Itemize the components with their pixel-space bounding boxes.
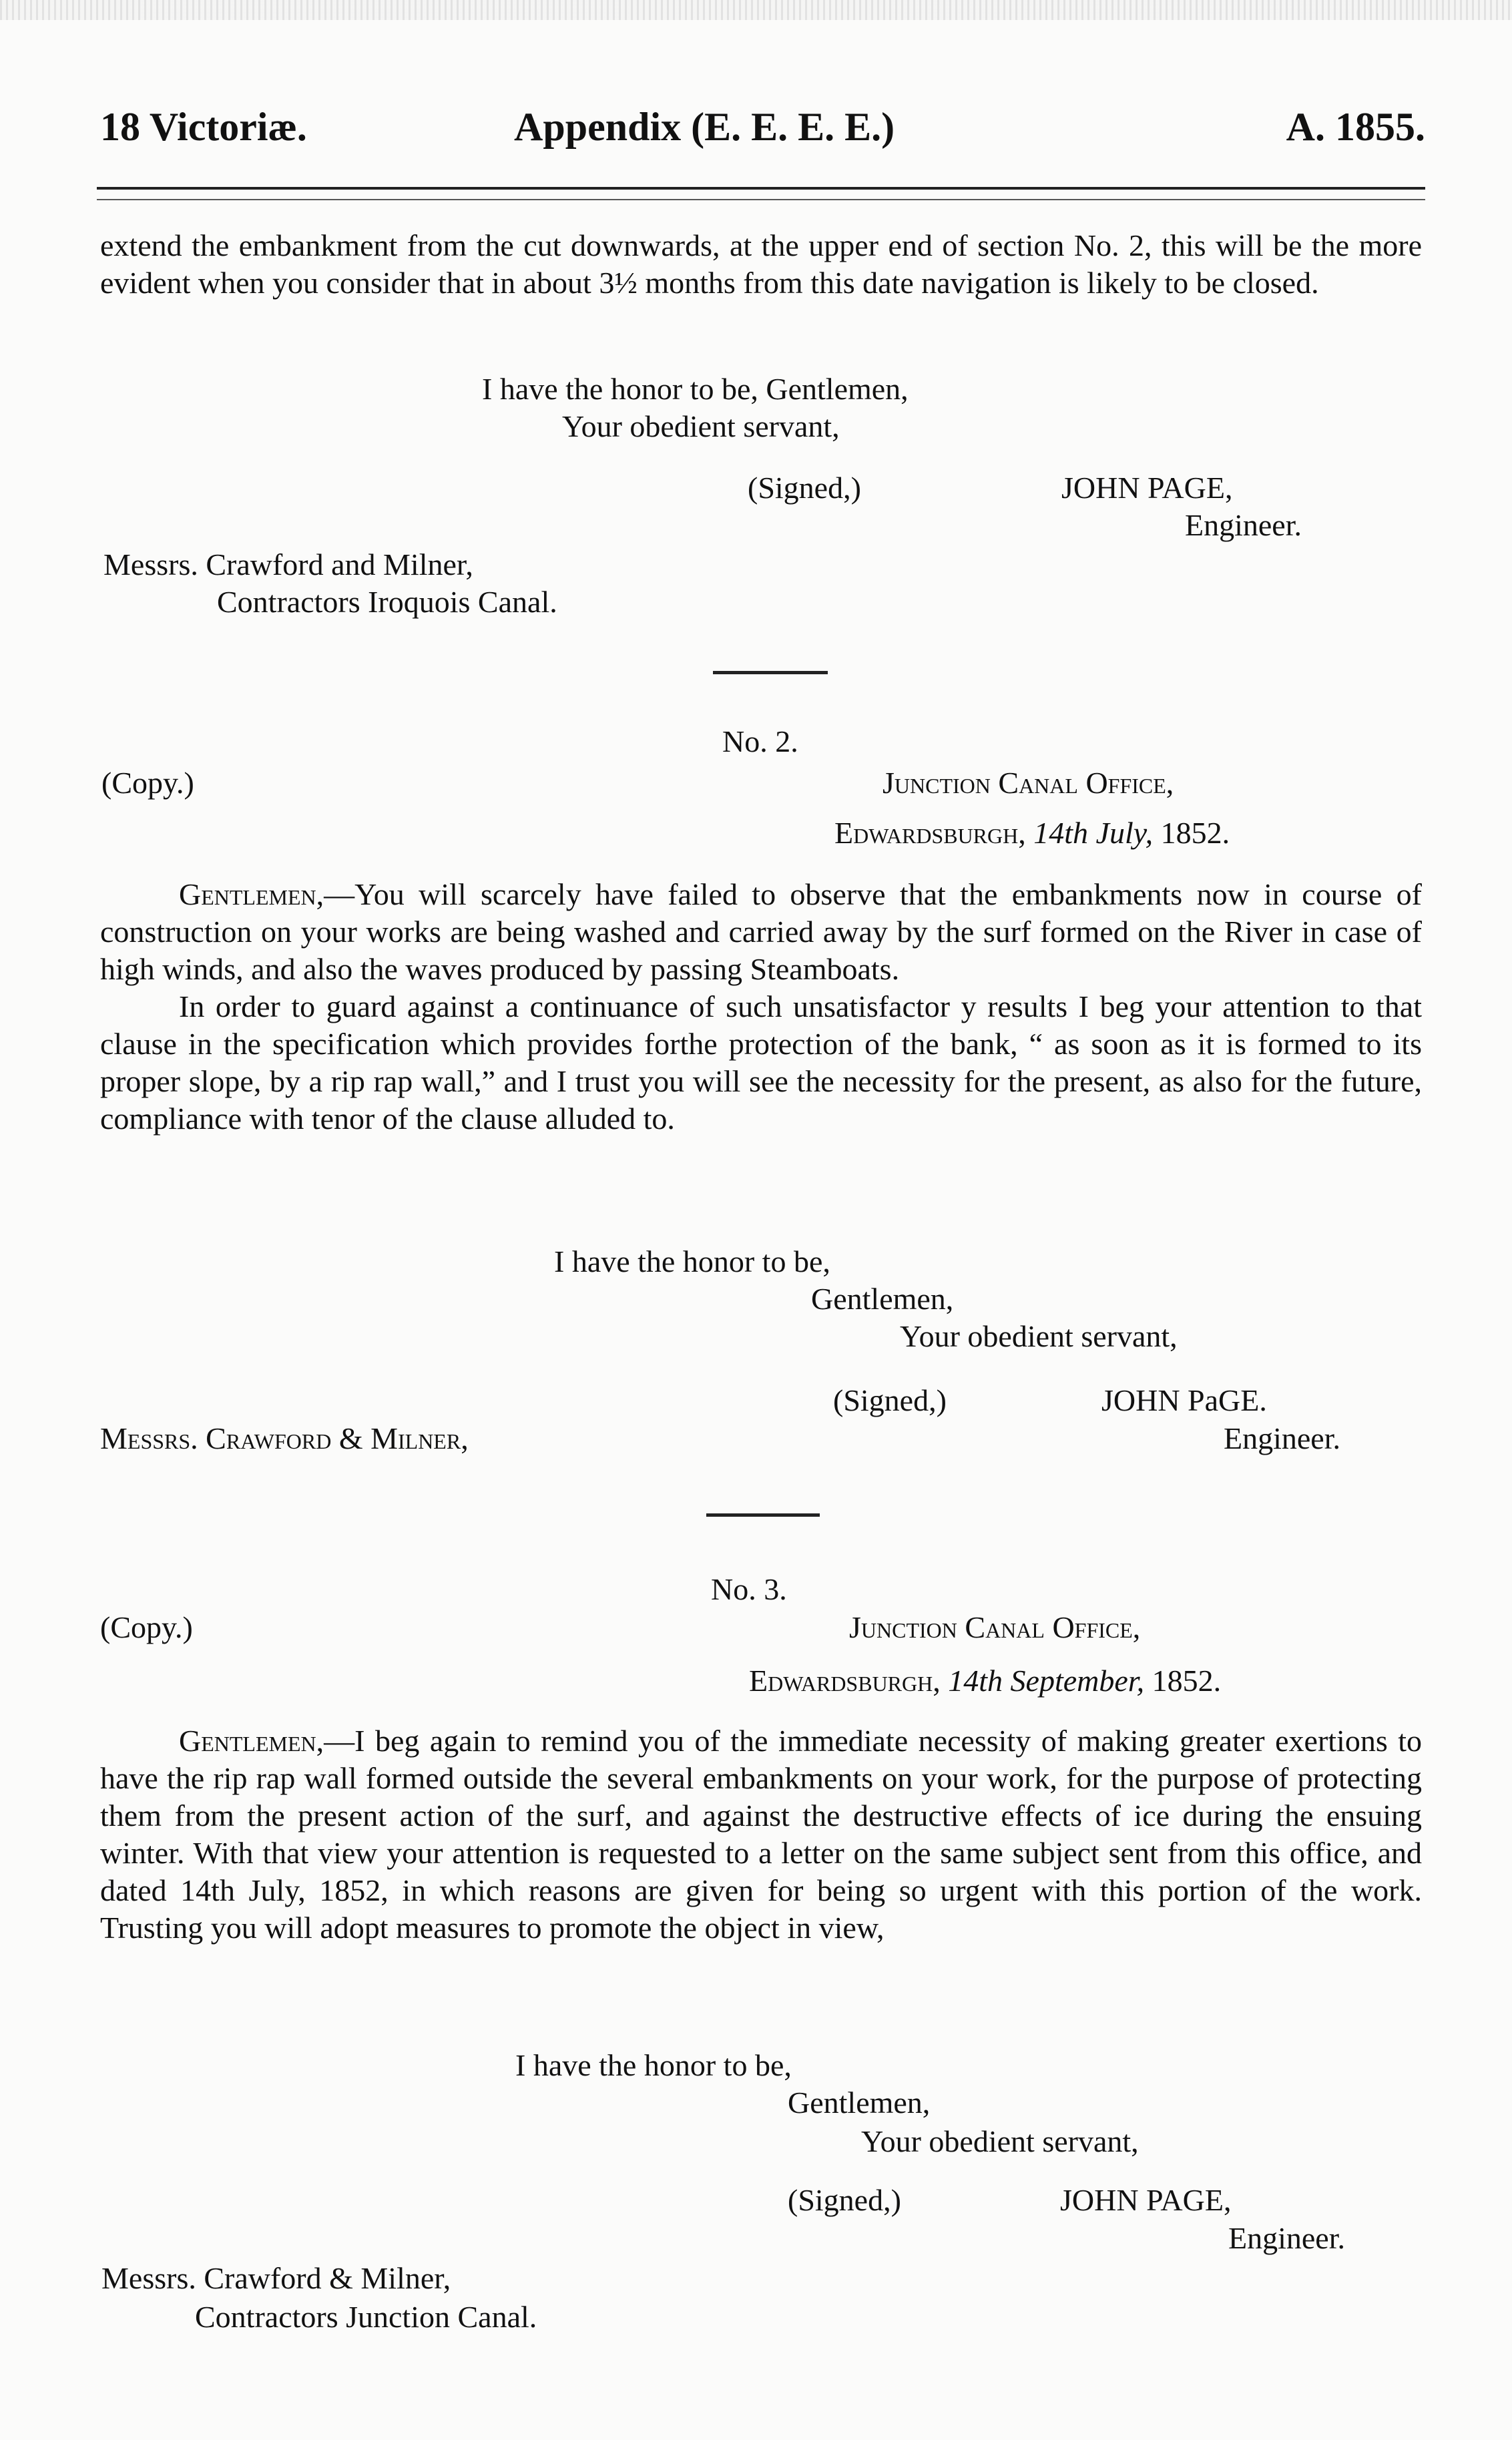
header-session: 18 Victoriæ.	[100, 105, 307, 149]
letter3-dateline	[749, 1662, 1221, 1700]
letter3-place: Edwardsburgh,	[749, 1664, 941, 1698]
letter2-date-day: 14th July,	[1033, 816, 1154, 850]
letter3-addressee-1: Messrs. Crawford & Milner,	[101, 2261, 451, 2295]
letter3-closing-1: I have the honor to be,	[515, 2048, 792, 2082]
letter1-signed: (Signed,)	[748, 471, 861, 505]
letter3-body	[100, 1722, 1422, 1947]
page-header	[100, 100, 1425, 154]
letter2-office: Junction Canal Office,	[883, 766, 1174, 800]
letter1-signatory: JOHN PAGE,	[1061, 471, 1233, 505]
letter2-date-year: 1852.	[1160, 816, 1230, 850]
letter3-date-year: 1852.	[1152, 1664, 1222, 1698]
letter2-closing-2: Gentlemen,	[811, 1282, 954, 1316]
letter3-salutation: Gentlemen,	[179, 1724, 324, 1758]
letter2-dateline	[834, 814, 1230, 852]
letter2-closing-1: I have the honor to be,	[554, 1244, 830, 1278]
letter2-addressee: Messrs. Crawford & Milner,	[100, 1421, 469, 1455]
letter2-copy-label: (Copy.)	[101, 766, 194, 800]
letter1-closing-1: I have the honor to be, Gentlemen,	[482, 372, 909, 406]
letter3-closing-2: Gentlemen,	[788, 2086, 931, 2120]
letter1-addressee-2: Contractors Iroquois Canal.	[217, 585, 557, 619]
letter3-date-day: 14th September,	[948, 1664, 1145, 1698]
letter2-signatory-title: Engineer.	[1224, 1421, 1340, 1455]
scan-noise-band	[0, 0, 1512, 20]
header-year: A. 1855.	[1286, 105, 1425, 149]
letter2-salutation: Gentlemen,	[179, 877, 324, 911]
letter3-copy-label: (Copy.)	[100, 1610, 193, 1644]
letter1-addressee-1: Messrs. Crawford and Milner,	[103, 547, 473, 581]
letter3-number: No. 3.	[711, 1572, 787, 1606]
letter3-addressee-2: Contractors Junction Canal.	[195, 2300, 537, 2334]
letter3-signed: (Signed,)	[788, 2183, 901, 2217]
letter1-closing-2: Your obedient servant,	[562, 409, 840, 443]
letter2-signed: (Signed,)	[833, 1383, 947, 1417]
header-rule	[97, 187, 1425, 200]
letter3-signatory: JOHN PAGE,	[1060, 2183, 1232, 2217]
section-divider-1	[713, 671, 828, 674]
letter2-place: Edwardsburgh,	[834, 816, 1026, 850]
letter3-signatory-title: Engineer.	[1228, 2221, 1345, 2255]
header-appendix: Appendix (E. E. E. E.)	[514, 105, 895, 149]
letter3-paragraph: Gentlemen,—I beg again to remind you of the immediate necessity of making greater exertions to have the rip rap wall formed outside the several embankments on your work, for the purpose of protecting them from the present action of the surf, and against the destructive effects of ice during the ensuing winter. With that view your attention is requested to a letter on the same subject sent from this office, and dated 14th July, 1852, in which reasons are given for being so urgent with this portion of the work. Trusting you will adopt measures to promote the object in view,	[100, 1724, 1422, 1945]
section-divider-2	[706, 1513, 820, 1517]
letter2-paragraph-2: In order to guard against a continuance of such unsatisfactor y results I beg your attention to that clause in the specification which provides forthe protection of the bank, “ as soon as it is formed to its proper slope, by a rip rap wall,” and I trust you will see the necessity for the present, as also for the future, compliance with tenor of the clause alluded to.	[100, 989, 1422, 1136]
letter1-body: extend the embankment from the cut downwards, at the upper end of section No. 2, this will be the more evident when you consider that in about 3½ months from this date navigation is likely to be closed.	[100, 228, 1422, 300]
letter2-closing-3: Your obedient servant,	[900, 1319, 1178, 1353]
letter3-office: Junction Canal Office,	[849, 1610, 1141, 1644]
letter2-signatory: JOHN PaGE.	[1101, 1383, 1267, 1417]
letter3-closing-3: Your obedient servant,	[861, 2124, 1139, 2158]
letter2-paragraph-1: Gentlemen,—You will scarcely have failed to observe that the embankments now in course of construction on your works are being washed and carried away by the surf formed on the River in case of high winds, and also the waves produced by passing Steamboats.	[100, 877, 1422, 986]
letter1-signatory-title: Engineer.	[1185, 508, 1302, 542]
letter2-number: No. 2.	[722, 724, 798, 758]
letter2-body	[100, 876, 1422, 1138]
